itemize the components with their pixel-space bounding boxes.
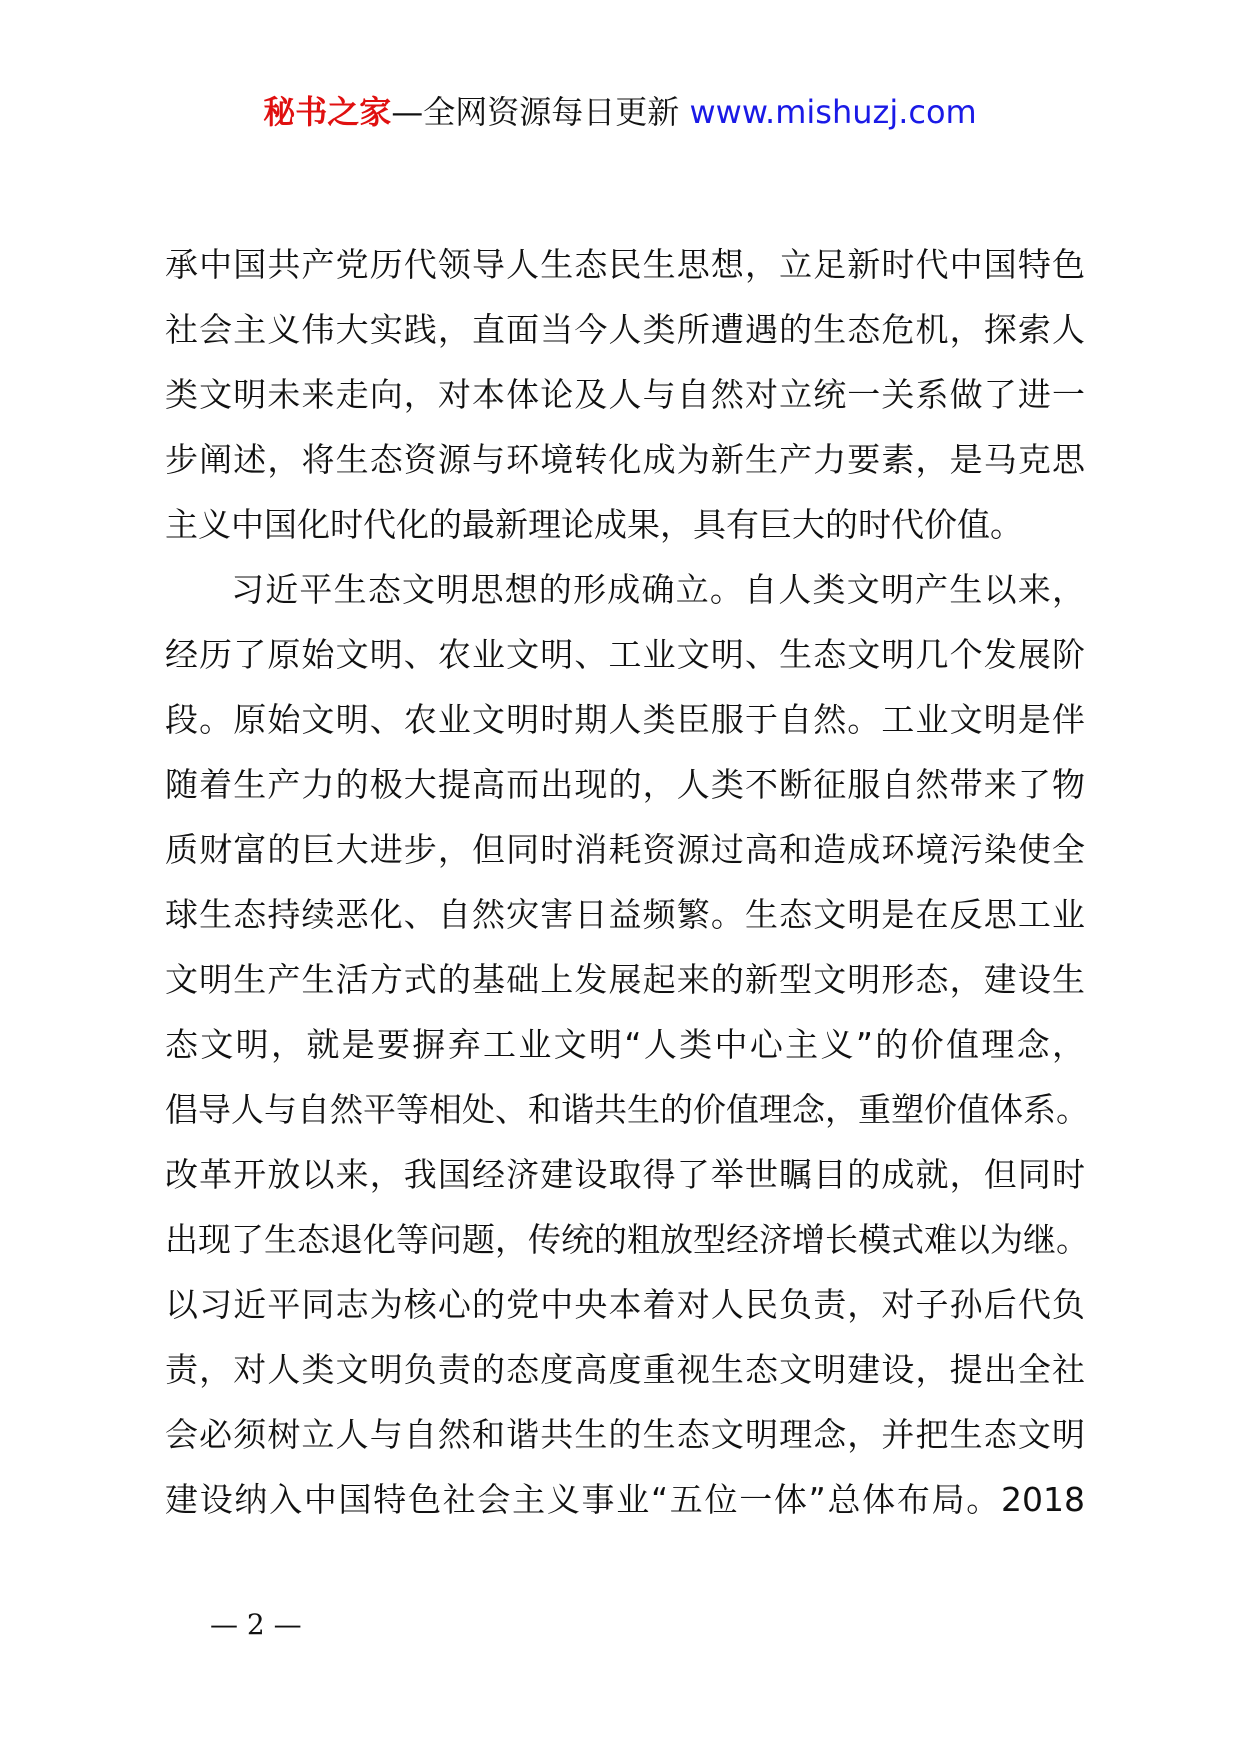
site-header: [0, 92, 1240, 132]
text-line: 建设纳入中国特色社会主义事业“五位一体”总体布局。2018: [165, 1480, 1085, 1519]
text-line: 随着生产力的极大提高而出现的，人类不断征服自然带来了物: [165, 765, 1085, 804]
text-line: 态文明，就是要摒弃工业文明“人类中心主义”的价值理念，: [165, 1025, 1085, 1064]
page-number: — 2 —: [210, 1608, 302, 1641]
text-line: 经历了原始文明、农业文明、工业文明、生态文明几个发展阶: [165, 635, 1085, 674]
text-line: 段。原始文明、农业文明时期人类臣服于自然。工业文明是伴: [165, 700, 1085, 739]
document-body: [165, 240, 1089, 1540]
text-line: 质财富的巨大进步，但同时消耗资源过高和造成环境污染使全: [165, 830, 1085, 869]
text-line: 习近平生态文明思想的形成确立。自人类文明产生以来，: [231, 570, 1085, 609]
text-line: 倡导人与自然平等相处、和谐共生的价值理念，重塑价值体系。: [165, 1090, 1089, 1129]
text-line: 承中国共产党历代领导人生态民生思想，立足新时代中国特色: [165, 245, 1085, 284]
text-line: 出现了生态退化等问题，传统的粗放型经济增长模式难以为继。: [165, 1220, 1089, 1259]
text-line: 责，对人类文明负责的态度高度重视生态文明建设，提出全社: [165, 1350, 1085, 1389]
text-line: 主义中国化时代化的最新理论成果，具有巨大的时代价值。: [165, 505, 1023, 544]
brand-name: 秘书之家: [263, 93, 392, 131]
text-line: 以习近平同志为核心的党中央本着对人民负责，对子孙后代负: [165, 1285, 1085, 1324]
site-url[interactable]: www.mishuzj.com: [689, 93, 977, 131]
header-tagline: —全网资源每日更新: [391, 93, 680, 131]
text-line: 步阐述，将生态资源与环境转化成为新生产力要素，是马克思: [165, 440, 1085, 479]
text-line: 社会主义伟大实践，直面当今人类所遭遇的生态危机，探索人: [165, 310, 1085, 349]
text-line: 类文明未来走向，对本体论及人与自然对立统一关系做了进一: [165, 375, 1085, 414]
text-line: 球生态持续恶化、自然灾害日益频繁。生态文明是在反思工业: [165, 895, 1085, 934]
text-line: 会必须树立人与自然和谐共生的生态文明理念，并把生态文明: [165, 1415, 1085, 1454]
text-line: 改革开放以来，我国经济建设取得了举世瞩目的成就，但同时: [165, 1155, 1085, 1194]
text-line: 文明生产生活方式的基础上发展起来的新型文明形态，建设生: [165, 960, 1085, 999]
